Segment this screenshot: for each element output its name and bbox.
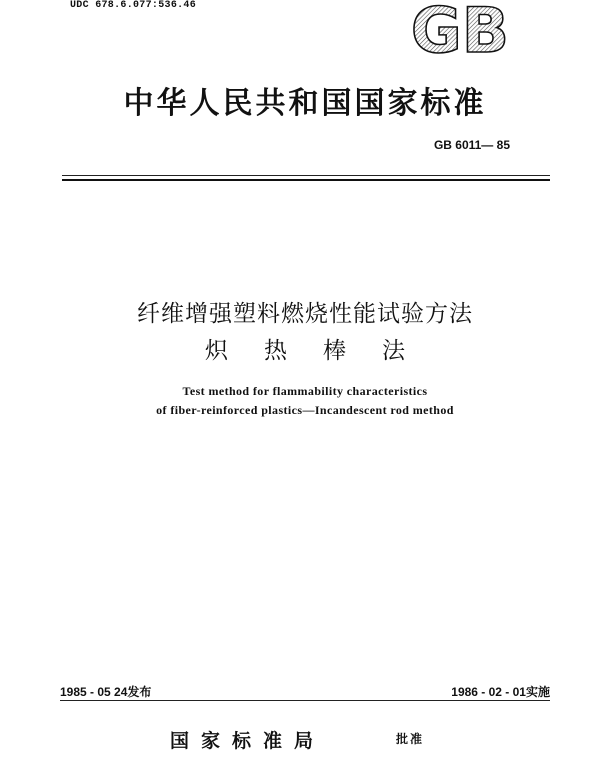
implementation-date: 1986 - 02 - 01实施 [451, 685, 550, 699]
english-title-line-2: of fiber-reinforced plastics—Incandescent rod method [156, 403, 454, 417]
approving-authority: 国家标准局 [170, 730, 326, 752]
chinese-title-line-1: 纤维增强塑料燃烧性能试验方法 [137, 301, 473, 327]
udc-code: UDC 678.6.077:536.46 [70, 0, 197, 11]
standard-number: GB 6011— 85 [433, 138, 510, 152]
approval-label: 批准 [396, 732, 425, 746]
gb-logo [400, 0, 520, 58]
title-char: 炽 [205, 338, 228, 364]
header-divider-thin [62, 175, 550, 176]
title-char: 法 [382, 338, 405, 364]
header-divider-thick [62, 179, 550, 181]
gb-logo-text: GB [410, 0, 510, 58]
title-char: 棒 [323, 338, 346, 364]
national-standard-title: 中华人民共和国国家标准 [123, 86, 487, 121]
chinese-title-line-2 [60, 332, 550, 365]
footer-divider [60, 700, 550, 701]
english-title-line-1: Test method for flammability characteristics [182, 384, 428, 398]
issue-date: 1985 - 05 24发布 [60, 685, 152, 699]
title-char: 热 [264, 338, 287, 364]
